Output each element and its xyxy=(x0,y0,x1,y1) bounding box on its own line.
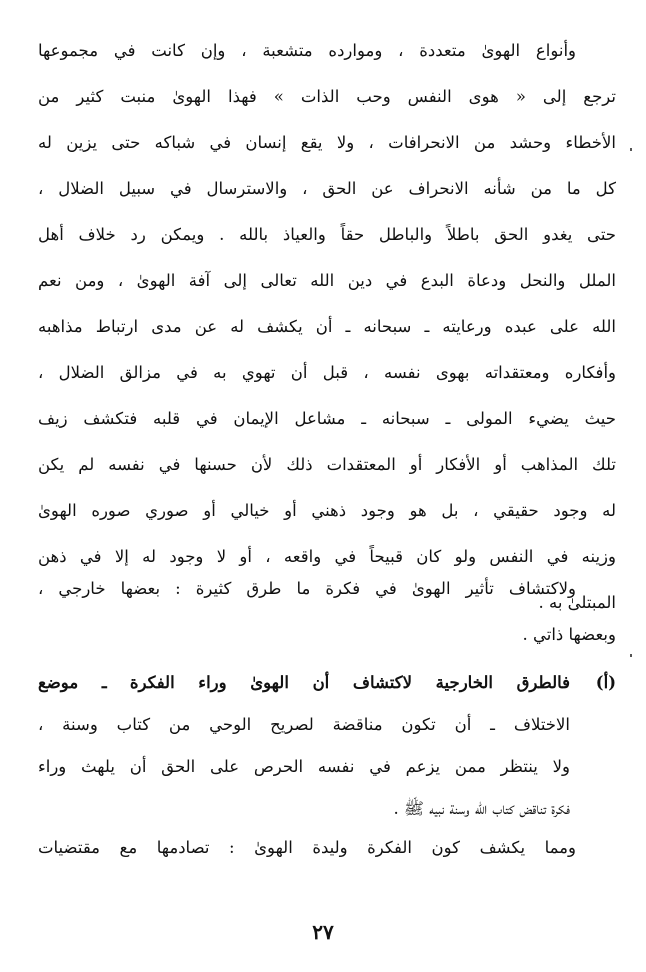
page-number: ٢٧ xyxy=(312,920,334,944)
text-line: وأفكاره ومعتقداته بهوى نفسه ، قبل أن تهوي به في مزالق الضلال ، xyxy=(38,363,616,382)
text-line: تلك المذاهب أو الأفكار أو المعتقدات ذلك لأن حسنها في نفسه لم يكن xyxy=(38,455,616,474)
text-line xyxy=(38,660,570,702)
intro-paragraph xyxy=(38,28,616,626)
text-line: كل ما من شأنه الانحراف عن الحق ، والاسترسال في سبيل الضلال ، xyxy=(38,179,616,198)
text-line: المبتلىٰ به . xyxy=(538,593,616,612)
text-line: حتى يغدو الحق باطلاً والباطل حقاً والعياذ بالله . ويمكن رد خلاف أهل xyxy=(38,225,616,244)
text-segment: ـ موضع xyxy=(38,673,107,692)
text-line: وزينه في النفس ولو كان قبيحاً في واقعه ، أو لا وجود له إلا في ذهن xyxy=(38,547,616,566)
list-item-a xyxy=(38,660,616,828)
scan-mark xyxy=(630,654,632,657)
text-line: ومما يكشف كون الفكرة وليدة الهوىٰ : تصادمها مع مقتضيات xyxy=(38,838,576,857)
text-line: فكرة تناقض كتاب الله وسنة نبيه ﷺ . xyxy=(393,799,570,818)
text-line: وأنواع الهوىٰ متعددة ، وموارده متشعبة ، وإن كانت في مجموعها xyxy=(38,41,576,60)
text-line: له وجود حقيقي ، بل هو وجود ذهني أو خيالي أو صوري صوره الهوىٰ xyxy=(38,501,616,520)
closing-paragraph xyxy=(38,826,616,870)
text-line: ولا ينتظر ممن يزعم في نفسه الحرص على الحق أن يلهث وراء xyxy=(38,757,570,776)
text-line: ترجع إلى « هوى النفس وحب الذات » فهذا الهوىٰ منبت كثير من xyxy=(38,87,616,106)
bold-lead: فالطرق الخارجية لاكتشاف أن الهوىٰ وراء الفكرة xyxy=(129,673,571,692)
second-paragraph xyxy=(38,566,616,658)
text-line: وبعضها ذاتي . xyxy=(522,625,616,644)
text-line: الله على عبده ورعايته ـ سبحانه ـ أن يكشف له عن مدى ارتباط مذاهبه xyxy=(38,317,616,336)
scan-mark xyxy=(630,148,632,151)
text-line: الاختلاف ـ أن تكون مناقضة لصريح الوحي من كتاب وسنة ، xyxy=(38,715,570,734)
list-marker: (أ) xyxy=(595,673,616,692)
text-line: ولاكتشاف تأثير الهوىٰ في فكرة ما طرق كثيرة : بعضها خارجي ، xyxy=(38,579,576,598)
text-line: حيث يضيء المولى ـ سبحانه ـ مشاعل الإيمان في قلبه فتكشف زيف xyxy=(38,409,616,428)
text-line: الملل والنحل ودعاة البدع في دين الله تعالى إلى آفة الهوىٰ ، ومن نعم xyxy=(38,271,616,290)
text-line: الأخطاء وحشد من الانحرافات ، ولا يقع إنسان في شباكه حتى يزين له xyxy=(38,133,616,152)
